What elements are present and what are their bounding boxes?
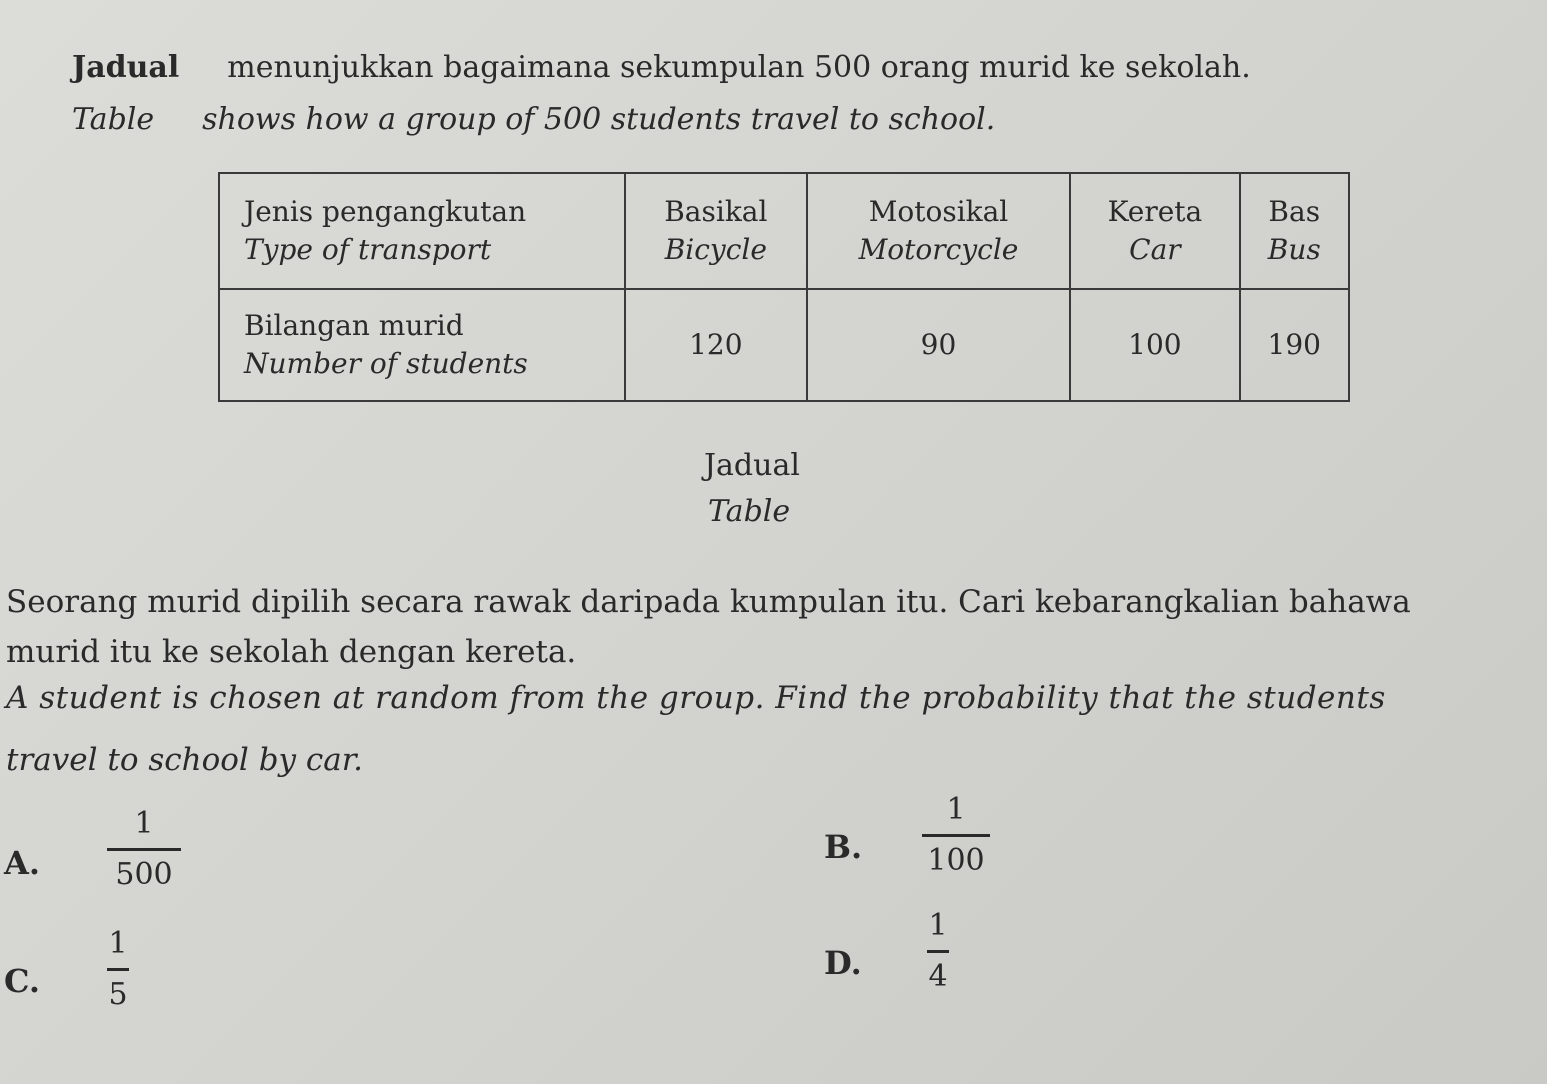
option-d-letter[interactable]: D. bbox=[824, 944, 862, 982]
header-label-malay: Jenis pengangkutan bbox=[244, 195, 527, 228]
transport-table bbox=[218, 172, 1350, 402]
header-label-english: Type of transport bbox=[244, 233, 492, 266]
header-car-cell bbox=[1070, 173, 1239, 289]
option-a-fraction-bar bbox=[107, 848, 181, 851]
question-english-line2: travel to school by car. bbox=[6, 742, 364, 778]
option-c-fraction-bar bbox=[107, 968, 129, 971]
option-c-letter[interactable]: C. bbox=[4, 962, 41, 1000]
option-b-numerator: 1 bbox=[946, 792, 966, 827]
intro-english-label: Table bbox=[72, 102, 155, 137]
value-bicycle: 120 bbox=[625, 289, 807, 401]
value-motorcycle: 90 bbox=[807, 289, 1071, 401]
header-motorcycle-english: Motorcycle bbox=[858, 233, 1019, 266]
option-a-letter[interactable]: A. bbox=[4, 844, 40, 882]
option-a-fraction[interactable] bbox=[104, 806, 184, 893]
header-bicycle-english: Bicycle bbox=[664, 233, 767, 266]
option-b-fraction[interactable] bbox=[916, 792, 996, 879]
question-malay-line1: Seorang murid dipilih secara rawak daripada kumpulan itu. Cari kebarangkalian bahawa bbox=[6, 584, 1411, 620]
intro-malay-text: menunjukkan bagaimana sekumpulan 500 orang murid ke sekolah. bbox=[227, 50, 1251, 85]
header-bus-english: Bus bbox=[1267, 233, 1321, 266]
intro-malay bbox=[72, 50, 1251, 86]
row-label-malay: Bilangan murid bbox=[244, 309, 464, 342]
header-car-malay: Kereta bbox=[1107, 195, 1203, 228]
header-label-cell bbox=[219, 173, 625, 289]
intro-english-text: shows how a group of 500 students travel to school. bbox=[202, 102, 996, 137]
option-d-fraction[interactable] bbox=[918, 908, 958, 995]
option-c-numerator: 1 bbox=[108, 926, 128, 961]
table-caption-english: Table bbox=[708, 494, 791, 529]
table-data-row bbox=[219, 289, 1349, 401]
table-caption-malay: Jadual bbox=[704, 448, 800, 483]
header-car-english: Car bbox=[1129, 233, 1181, 266]
value-bus: 190 bbox=[1240, 289, 1350, 401]
header-bicycle-cell bbox=[625, 173, 807, 289]
option-d-numerator: 1 bbox=[928, 908, 948, 943]
option-a-numerator: 1 bbox=[134, 806, 154, 841]
header-bus-cell bbox=[1240, 173, 1350, 289]
value-car: 100 bbox=[1070, 289, 1239, 401]
question-malay-line2: murid itu ke sekolah dengan kereta. bbox=[6, 634, 577, 670]
question-english-line1: A student is chosen at random from the group. Find the probability that the students bbox=[6, 680, 1386, 716]
option-c-denominator: 5 bbox=[108, 977, 128, 1012]
table-header-row bbox=[219, 173, 1349, 289]
option-a-denominator: 500 bbox=[115, 857, 173, 892]
row-label-cell bbox=[219, 289, 625, 401]
option-b-letter[interactable]: B. bbox=[824, 828, 863, 866]
header-bus-malay: Bas bbox=[1268, 195, 1321, 228]
header-motorcycle-cell bbox=[807, 173, 1071, 289]
row-label-english: Number of students bbox=[244, 347, 528, 380]
intro-malay-label: Jadual bbox=[72, 50, 180, 85]
option-d-fraction-bar bbox=[927, 950, 949, 953]
intro-english bbox=[72, 102, 995, 138]
option-c-fraction[interactable] bbox=[98, 926, 138, 1013]
option-d-denominator: 4 bbox=[928, 959, 948, 994]
option-b-denominator: 100 bbox=[927, 843, 985, 878]
option-b-fraction-bar bbox=[922, 834, 990, 837]
header-bicycle-malay: Basikal bbox=[664, 195, 768, 228]
header-motorcycle-malay: Motosikal bbox=[868, 195, 1009, 228]
